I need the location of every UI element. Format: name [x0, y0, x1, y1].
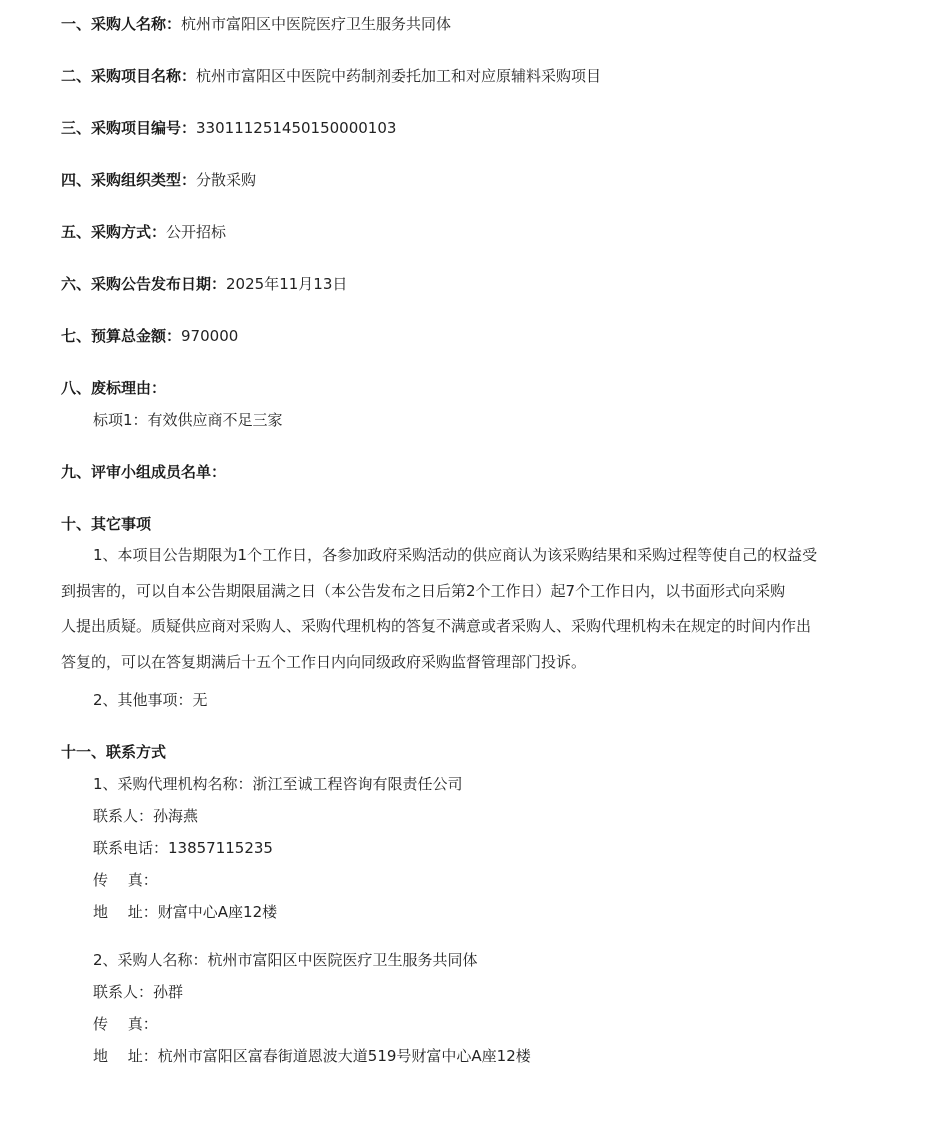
purchaser-name-row [61, 13, 892, 35]
publish-date-label: 六、采购公告发布日期： [61, 275, 227, 293]
other-matters-label: 十、其它事项 [61, 515, 152, 533]
purchaser-name-value: 杭州市富阳区中医院医疗卫生服务共同体 [181, 15, 452, 33]
item1-line: 答复的，可以在答复期满后十五个工作日内向同级政府采购监督管理部门投诉。 [61, 652, 587, 671]
project-number-row [61, 117, 892, 139]
agency-phone: 联系电话：13857115235 [93, 839, 273, 857]
agency-name: 1、采购代理机构名称：浙江至诚工程咨询有限责任公司 [93, 775, 463, 793]
publish-date-value: 2025年11月13日 [226, 275, 348, 293]
item1-line: 到损害的，可以自本公告期限届满之日（本公告发布之日后第2个工作日）起7个工作日内，以书面形式向采购 [61, 581, 786, 600]
organization-type-row [61, 169, 892, 191]
contact-heading [61, 741, 892, 763]
item1-line: 1、本项目公告期限为1个工作日，各参加政府采购活动的供应商认为该采购结果和采购过程等使自己的权益受 [93, 546, 818, 564]
purchaser-contact-name: 2、采购人名称：杭州市富阳区中医院医疗卫生服务共同体 [93, 951, 478, 969]
organization-type-value: 分散采购 [196, 171, 257, 189]
abandon-reason-heading [61, 377, 892, 399]
agency-fax: 传 真： [93, 871, 158, 889]
purchaser-name-label: 一、采购人名称： [61, 15, 182, 33]
review-panel-label: 九、评审小组成员名单： [61, 463, 227, 481]
review-panel-heading [61, 461, 892, 483]
budget-label: 七、预算总金额： [61, 327, 182, 345]
purchaser-contact-person: 联系人：孙群 [93, 983, 184, 1001]
purchaser-fax: 传 真： [93, 1015, 158, 1033]
project-name-label: 二、采购项目名称： [61, 67, 197, 85]
agency-contact-person: 联系人：孙海燕 [93, 807, 199, 825]
abandon-reason-text: 标项1：有效供应商不足三家 [93, 411, 283, 429]
item1-line: 人提出质疑。质疑供应商对采购人、采购代理机构的答复不满意或者采购人、采购代理机构未在规定的时间内作出 [61, 617, 812, 635]
organization-type-label: 四、采购组织类型： [61, 171, 197, 189]
procurement-method-value: 公开招标 [166, 223, 227, 241]
project-number-value: 330111251450150000103 [196, 119, 397, 137]
project-name-row [61, 65, 892, 87]
other-matters-item-1 [61, 538, 871, 680]
purchaser-address: 地 址：杭州市富阳区富春街道恩波大道519号财富中心A座12楼 [93, 1047, 531, 1065]
procurement-method-label: 五、采购方式： [61, 223, 167, 241]
abandon-reason-label: 八、废标理由： [61, 379, 167, 397]
procurement-method-row [61, 221, 892, 243]
budget-row [61, 325, 892, 347]
other-matters-heading [61, 513, 892, 535]
other-matters-item-2: 2、其他事项：无 [93, 691, 208, 709]
project-number-label: 三、采购项目编号： [61, 119, 197, 137]
agency-address: 地 址：财富中心A座12楼 [93, 903, 278, 921]
contact-label: 十一、联系方式 [61, 743, 167, 761]
project-name-value: 杭州市富阳区中医院中药制剂委托加工和对应原辅料采购项目 [196, 67, 602, 85]
publish-date-row [61, 273, 892, 295]
budget-value: 970000 [181, 327, 239, 345]
